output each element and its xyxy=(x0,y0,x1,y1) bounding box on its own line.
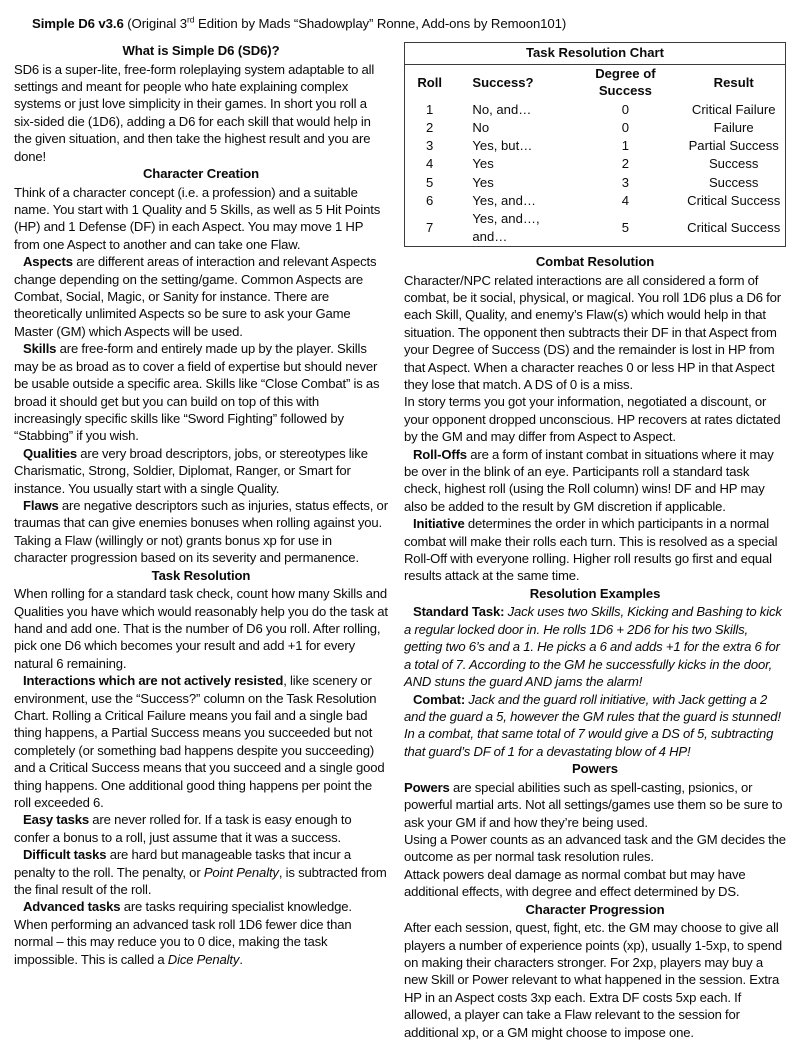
paragraph-interactions xyxy=(14,672,388,811)
paragraph-example-standard-task xyxy=(404,603,786,690)
paragraph-attack-powers: Attack powers deal damage as normal combat but may have additional effects, with degree and effect determined by DS. xyxy=(404,866,746,900)
term-dice-penalty: Dice Penalty xyxy=(167,951,240,967)
paragraph-task-resolution: When rolling for a standard task check, count how many Skills and Qualities you have which would reasonably help you do the task at hand and add one. That is the number of D6 you roll. After rolling, pick one D6 which becomes your result and add +1 for every natural 6 remaining. xyxy=(14,586,388,671)
table-header-row xyxy=(405,65,785,101)
paragraph-example-combat xyxy=(404,691,786,761)
document-title-rest-a: (Original 3 xyxy=(123,16,187,31)
paragraph-flaws-text: are negative descriptors such as injuries, status effects, or traumas that can give enemies bonuses when rolling against you. Taking a Flaw (willingly or not) grants bonus xp for use in character progression based on its severity and permanence. xyxy=(14,497,388,566)
cell-result: Critical Failure xyxy=(691,101,776,117)
cell-degree: 4 xyxy=(621,193,630,209)
heading-what-is-simple-d6: What is Simple D6 (SD6)? xyxy=(122,43,280,58)
task-resolution-chart-title: Task Resolution Chart xyxy=(405,43,785,65)
document-title-strong: Simple D6 v3.6 xyxy=(32,16,124,31)
term-point-penalty: Point Penalty xyxy=(203,864,279,880)
table-row xyxy=(405,192,785,210)
cell-roll: 7 xyxy=(426,220,434,236)
two-column-layout xyxy=(14,42,786,1041)
paragraph-roll-offs-text: are a form of instant combat in situations where it may be over in the blink of an eye. Participants roll a standard task check, highest roll (using the Roll column) wins! DF and HP may also be added to the result by GM discretion if applicable. xyxy=(404,446,774,514)
cell-degree: 3 xyxy=(621,174,630,190)
left-column xyxy=(14,42,396,968)
task-resolution-chart xyxy=(404,42,786,247)
term-easy-tasks: Easy tasks xyxy=(23,812,90,828)
term-qualities: Qualities xyxy=(23,445,77,461)
term-initiative: Initiative xyxy=(413,516,465,532)
column-header-degree-of-success: Degree of Success xyxy=(595,66,656,99)
right-column xyxy=(396,42,786,1041)
cell-success: No, and… xyxy=(472,101,532,117)
term-roll-offs: Roll-Offs xyxy=(413,446,467,462)
paragraph-difficult-tasks-text-a: are hard but manageable tasks that incur a penalty to the roll. The penalty, or xyxy=(14,847,351,880)
paragraph-powers-text: are special abilities such as spell-casting, psionics, or powerful martial arts. Not all settings/games use them so be sure to ask your GM if and how they’re being used. xyxy=(404,779,783,830)
heading-powers: Powers xyxy=(572,761,618,777)
paragraph-easy-tasks xyxy=(14,811,388,846)
term-advanced-tasks: Advanced tasks xyxy=(23,899,121,915)
paragraph-initiative xyxy=(404,515,786,585)
paragraph-advanced-tasks-text-b: . xyxy=(239,951,243,967)
table-row xyxy=(405,155,785,173)
cell-degree: 5 xyxy=(621,220,630,236)
cell-roll: 2 xyxy=(426,119,434,135)
heading-character-progression: Character Progression xyxy=(525,901,665,917)
paragraph-using-a-power: Using a Power counts as an advanced task and the GM decides the outcome as per normal task resolution rules. xyxy=(404,831,786,865)
term-powers: Powers xyxy=(404,779,450,795)
document-title xyxy=(32,16,786,32)
paragraph-example-combat-text: Jack and the guard roll initiative, with Jack getting a 2 and the guard a 5, however the GM rules that the guard is stunned! In a combat, that same total of 7 would give a DS of 5, subtracting that guard’s DF of 1 for a devastating blow of 4 HP! xyxy=(404,691,781,759)
paragraph-qualities xyxy=(14,445,388,497)
document-title-rest-b: Edition by Mads “Shadowplay” Ronne, Add-ons by Remoon101) xyxy=(194,16,567,31)
cell-success: Yes xyxy=(472,174,494,190)
paragraph-flaws xyxy=(14,497,388,567)
paragraph-initiative-text: determines the order in which participants in a normal combat will make their rolls each turn. This is resolved as a special Roll-Off with everyone rolling. Higher roll results go first and equal results attack at the same time. xyxy=(404,516,778,584)
cell-result: Success xyxy=(708,156,759,172)
cell-roll: 3 xyxy=(426,138,434,154)
cell-result: Critical Success xyxy=(687,220,781,236)
task-resolution-table xyxy=(405,65,785,246)
table-row xyxy=(405,137,785,155)
cell-degree: 1 xyxy=(621,138,630,154)
heading-resolution-examples: Resolution Examples xyxy=(529,585,661,601)
cell-result: Success xyxy=(708,174,759,190)
term-interactions-not-resisted: Interactions which are not actively resisted xyxy=(23,673,284,689)
term-difficult-tasks: Difficult tasks xyxy=(23,847,107,863)
cell-result: Failure xyxy=(713,119,754,135)
paragraph-story-terms: In story terms you got your information, negotiated a discount, or your opponent dropped unconscious. HP recovers at rates dictated by the GM and may differ from Aspect to Aspect. xyxy=(404,394,781,445)
paragraph-advanced-tasks-text-a: are tasks requiring specialist knowledge. When performing an advanced task roll 1D6 fewer dice than normal – this may reduce you to 0 dice, making the task impossible. This is called a xyxy=(14,899,352,967)
paragraph-powers xyxy=(404,779,786,831)
paragraph-roll-offs xyxy=(404,446,786,516)
column-header-success: Success? xyxy=(472,74,534,90)
column-header-roll: Roll xyxy=(417,74,443,90)
paragraph-skills-text: are free-form and entirely made up by the player. Skills may be as broad as to cover a field of expertise but should never be usable outside a specific area. Skills like “Close Combat” is as broad it should get but you can build on top of this with increasingly specific skills like “Sword Fighting” followed by “Stabbing” if you wish. xyxy=(14,341,380,444)
paragraph-what-is-simple-d6: SD6 is a super-lite, free-form roleplaying system adaptable to all settings and meant for people who hate explaining complex systems or just love simplicity in their games. In short you roll a six-sided die (1D6), adding a D6 for each skill that would help in the given situation, and then take the highest result and you are done! xyxy=(14,61,375,164)
term-combat-example: Combat: xyxy=(413,691,466,707)
paragraph-difficult-tasks-text-b: , is subtracted from the final result of the roll. xyxy=(14,864,387,898)
term-standard-task: Standard Task: xyxy=(413,604,505,620)
table-row xyxy=(405,174,785,192)
table-row xyxy=(405,119,785,137)
paragraph-aspects-text: are different areas of interaction and relevant Aspects change depending on the setting/game. Common Aspects are Combat, Social, Magic, or Sanity for instance. There are theoretically unlimited Aspects so be sure to ask your Game Master (GM) which Aspects will be used. xyxy=(14,254,377,339)
cell-roll: 6 xyxy=(426,193,434,209)
cell-result: Critical Success xyxy=(687,193,781,209)
cell-success: Yes xyxy=(472,156,494,172)
cell-degree: 0 xyxy=(621,119,630,135)
cell-roll: 5 xyxy=(426,174,434,190)
paragraph-aspects xyxy=(14,253,388,340)
paragraph-qualities-text: are very broad descriptors, jobs, or stereotypes like Charismatic, Strong, Soldier, Diplomat, Ranger, or Smart for instance. You usually start with a single Quality. xyxy=(14,445,368,496)
cell-success: Yes, and… xyxy=(472,193,536,209)
column-header-result: Result xyxy=(713,74,754,90)
paragraph-advanced-tasks xyxy=(14,898,388,968)
paragraph-character-creation: Think of a character concept (i.e. a profession) and a suitable name. You start with 1 Quality and 5 Skills, as well as 5 Hit Points (HP) and 1 Defense (DF) in each Aspect. You may move 1 HP from one Aspect to another and can take one Flaw. xyxy=(14,184,381,252)
heading-task-resolution: Task Resolution xyxy=(151,567,251,583)
heading-character-creation: Character Creation xyxy=(142,166,260,182)
cell-degree: 2 xyxy=(621,156,630,172)
term-skills: Skills xyxy=(23,341,57,357)
cell-roll: 4 xyxy=(426,156,434,172)
table-row xyxy=(405,101,785,119)
cell-success: Yes, but… xyxy=(472,138,533,154)
table-row xyxy=(405,210,785,246)
paragraph-character-progression: After each session, quest, fight, etc. the GM may choose to give all players a number of experience points (xp), usually 1-5xp, to spend on making their characters stronger. For 2xp, players may buy a new Skill or Power relevant to what happened in the session. Extra HP in an Aspect costs 3xp each. Extra DF costs 5xp each. If allowed, a player can take a Flaw relevant to the session for additional xp, or a GM might choose to impose one. xyxy=(404,920,783,1040)
cell-success: Yes, and…, and… xyxy=(472,211,540,244)
document-title-ordinal: rd xyxy=(187,14,195,25)
paragraph-example-standard-task-text: Jack uses two Skills, Kicking and Bashing to kick a regular locked door in. He rolls 1D6 + 2D6 for his two Skills, getting two 6’s and a 1. He picks a 6 and adds +1 for the extra 6 for a total of 7. According to the GM he successfully kicks in the door, AND stuns the guard AND jams the alarm! xyxy=(404,604,782,690)
term-flaws: Flaws xyxy=(23,497,59,513)
heading-combat-resolution: Combat Resolution xyxy=(535,253,655,269)
cell-result: Partial Success xyxy=(688,138,779,154)
cell-roll: 1 xyxy=(426,101,434,117)
cell-success: No xyxy=(472,119,490,135)
paragraph-easy-tasks-text: are never rolled for. If a task is easy enough to confer a bonus to a roll, just assume that it was a success. xyxy=(14,812,352,845)
paragraph-difficult-tasks xyxy=(14,846,388,898)
paragraph-interactions-text: , like scenery or environment, use the “Success?” column on the Task Resolution Chart. Rolling a Critical Failure means you fail and a single bad thing happens, a Partial Success means you succeeded but not completely (or something bad happens despite you succeeding) and a Critical Success means that you succeed and a single good thing happens. One additional good thing happens per point the roll exceeded 6. xyxy=(14,673,385,811)
paragraph-skills xyxy=(14,340,388,444)
term-aspects: Aspects xyxy=(23,254,73,270)
cell-degree: 0 xyxy=(621,101,630,117)
paragraph-combat-resolution: Character/NPC related interactions are all considered a form of combat, be it social, physical, or magical. You roll 1D6 plus a D6 for each Skill, Quality, and enemy’s Flaw(s) which would help in that situation. The opponent then subtracts their DF in that Aspect from your Degree of Success (DS) and the remainder is lost in HP from that Aspect. When a character reaches 0 or less HP in that Aspect they lose that match. A DS of 0 is a miss. xyxy=(404,272,781,392)
